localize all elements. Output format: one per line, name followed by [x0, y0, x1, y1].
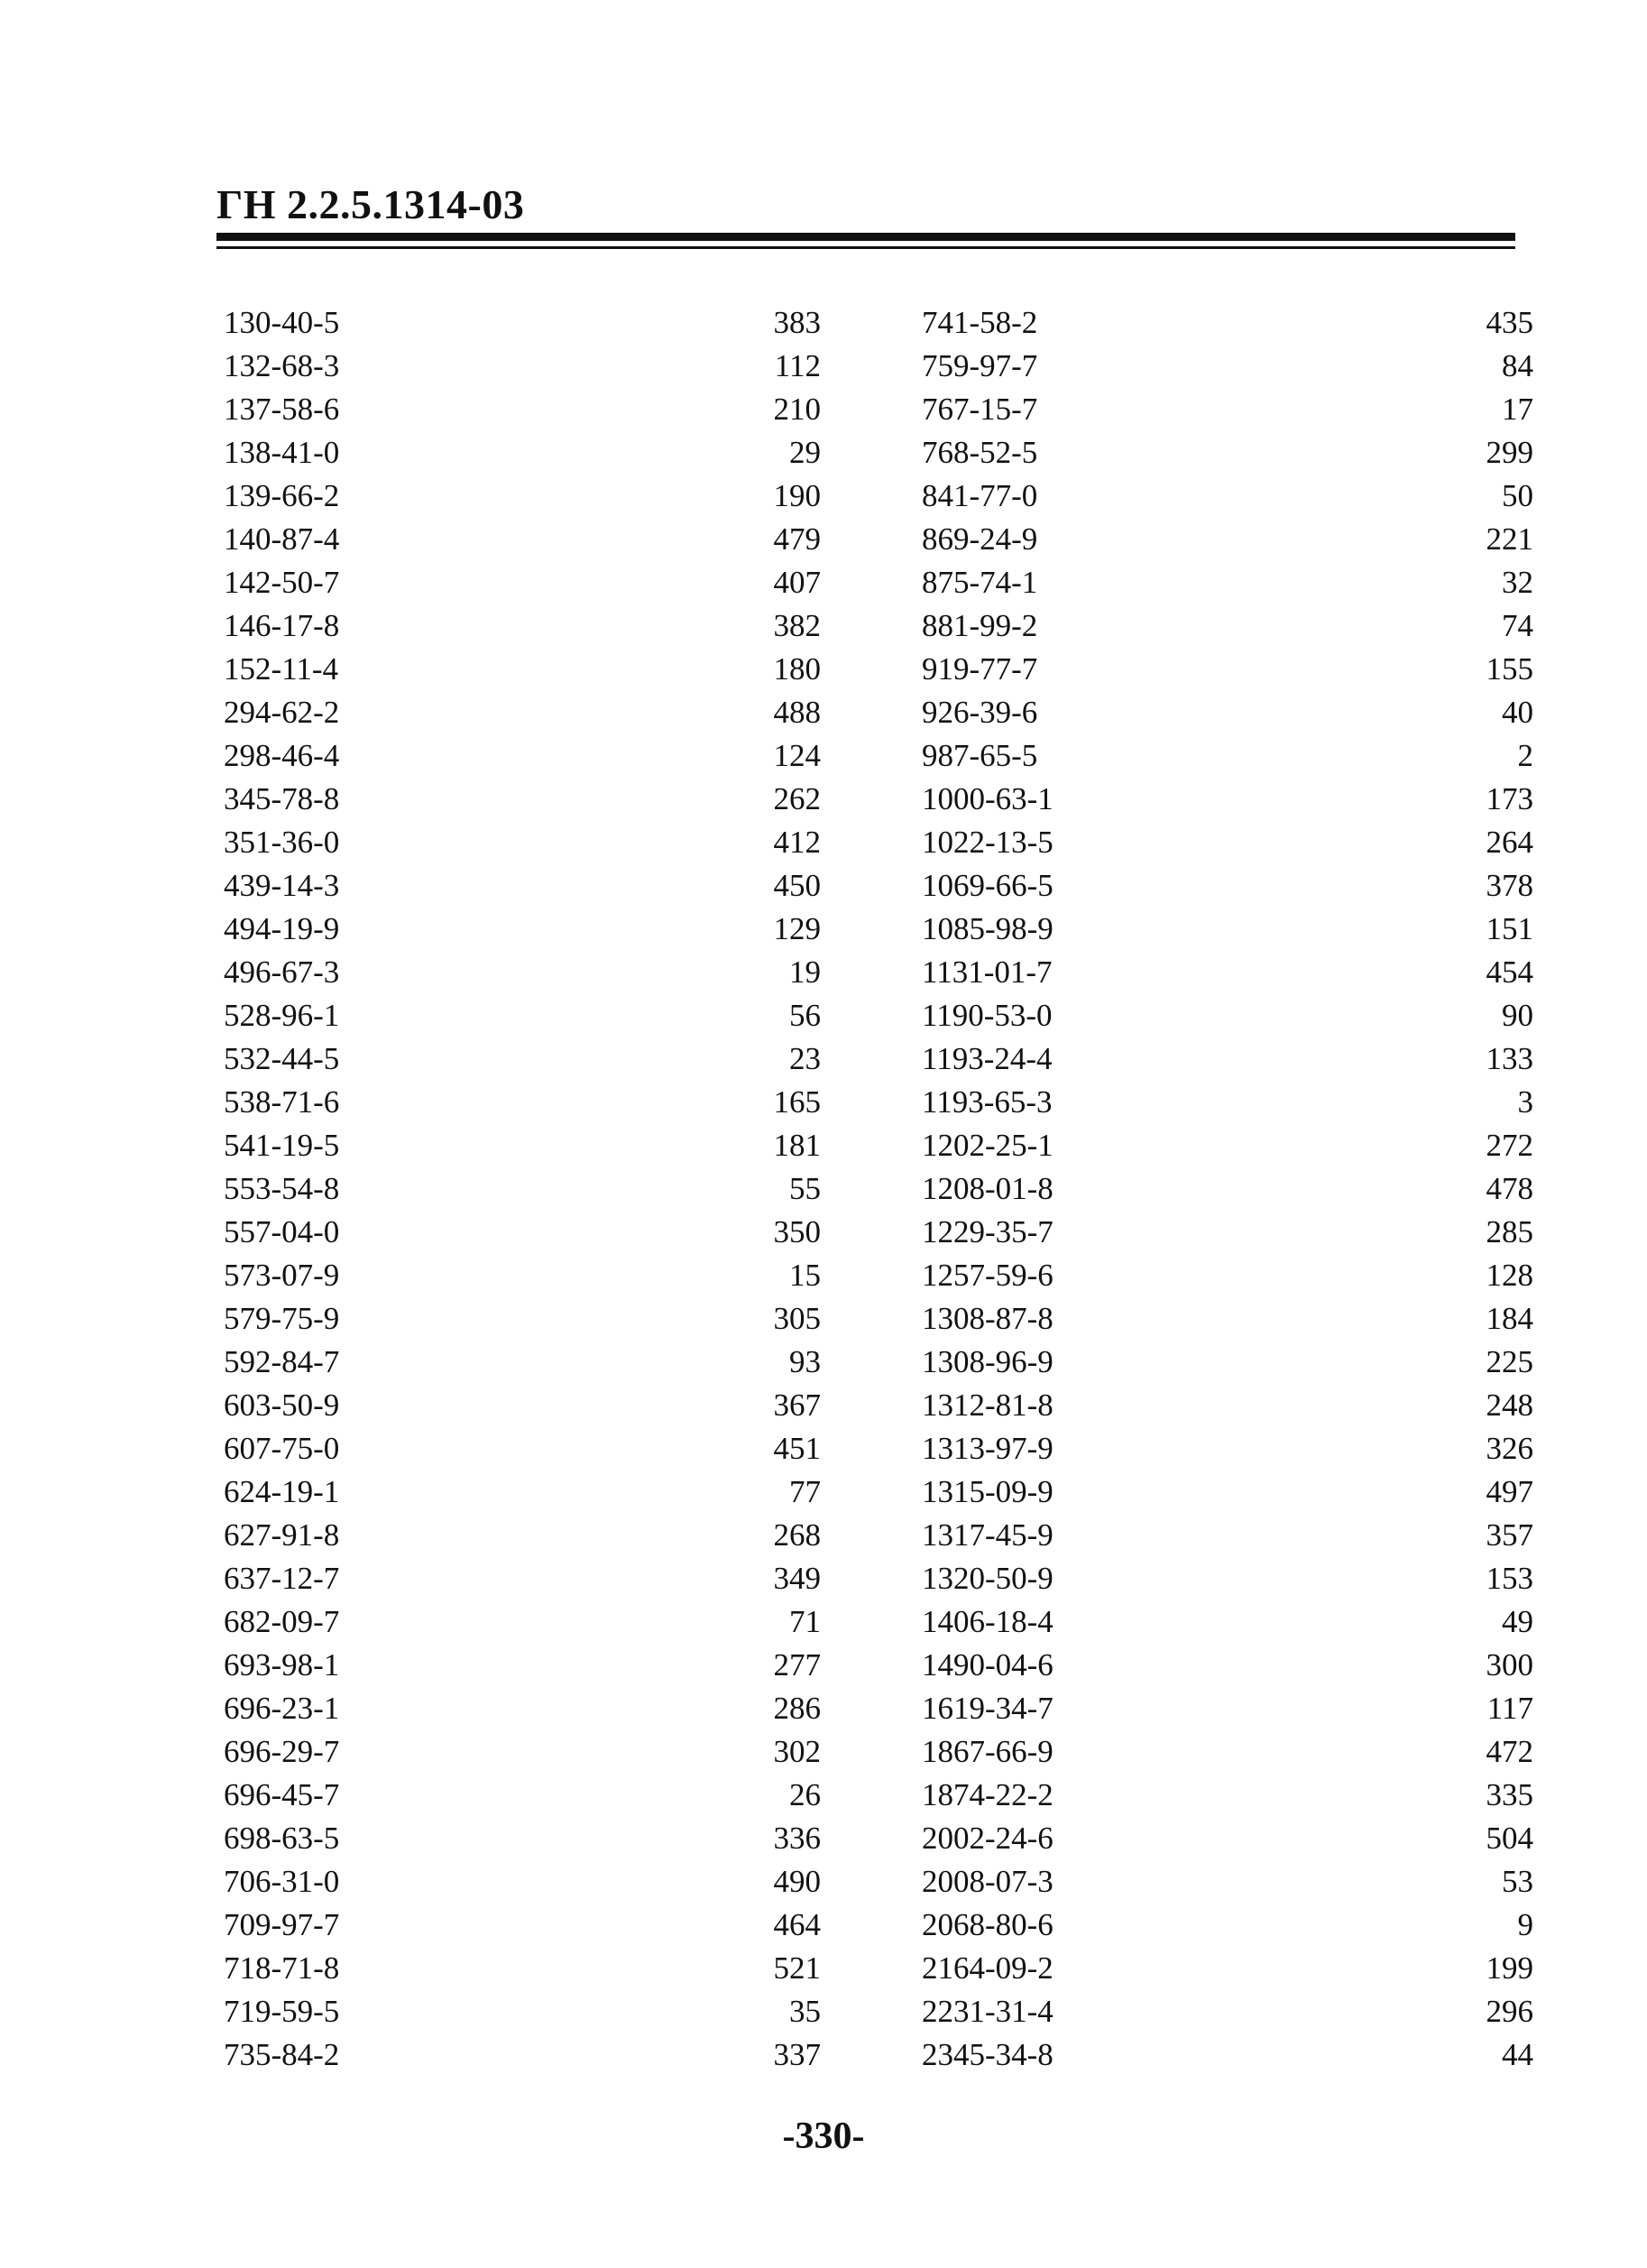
- entry-number: 53: [1502, 1864, 1533, 1899]
- table-row: [224, 1774, 821, 1817]
- cas-number: 1131-01-7: [922, 954, 1053, 990]
- table-row: [922, 1427, 1533, 1471]
- entry-number: 165: [773, 1084, 821, 1120]
- table-row: [224, 1427, 821, 1471]
- table-row: [922, 1124, 1533, 1167]
- table-row: [922, 604, 1533, 648]
- table-row: [224, 1297, 821, 1341]
- table-row: [922, 1687, 1533, 1730]
- table-row: [224, 1211, 821, 1254]
- entry-number: 300: [1486, 1647, 1533, 1683]
- table-row: [922, 475, 1533, 518]
- table-row: [922, 1990, 1533, 2033]
- table-row: [224, 908, 821, 951]
- entry-number: 173: [1486, 781, 1533, 816]
- cas-number: 1202-25-1: [922, 1128, 1054, 1163]
- entry-number: 155: [1486, 651, 1533, 687]
- cas-number: 1317-45-9: [922, 1517, 1054, 1553]
- table-row: [224, 821, 821, 864]
- table-row: [224, 1860, 821, 1904]
- cas-number: 541-19-5: [224, 1128, 340, 1163]
- table-row: [922, 1037, 1533, 1081]
- cas-number: 351-36-0: [224, 825, 340, 860]
- entry-number: 305: [773, 1301, 821, 1336]
- table-row: [224, 1081, 821, 1124]
- table-row: [224, 1644, 821, 1687]
- cas-number: 869-24-9: [922, 521, 1038, 557]
- entry-number: 450: [773, 868, 821, 903]
- entry-number: 55: [789, 1171, 821, 1206]
- cas-number: 298-46-4: [224, 738, 340, 773]
- table-row: [922, 1341, 1533, 1384]
- cas-number: 2068-80-6: [922, 1907, 1054, 1942]
- entry-number: 221: [1486, 521, 1533, 557]
- table-row: [922, 691, 1533, 734]
- table-row: [224, 388, 821, 431]
- cas-number: 2231-31-4: [922, 1994, 1054, 2029]
- entry-number: 451: [773, 1431, 821, 1466]
- entry-number: 378: [1486, 868, 1533, 903]
- cas-number: 1313-97-9: [922, 1431, 1054, 1466]
- cas-number: 2002-24-6: [922, 1821, 1054, 1856]
- entry-number: 335: [1486, 1777, 1533, 1812]
- entry-number: 40: [1502, 695, 1533, 730]
- cas-number: 152-11-4: [224, 651, 339, 687]
- entry-number: 286: [773, 1691, 821, 1726]
- table-row: [922, 908, 1533, 951]
- cas-number: 637-12-7: [224, 1561, 340, 1596]
- document-code-header: ГН 2.2.5.1314-03: [216, 181, 525, 227]
- cas-number: 528-96-1: [224, 998, 340, 1033]
- table-row: [922, 561, 1533, 604]
- cas-number: 682-09-7: [224, 1604, 340, 1639]
- table-row: [922, 1730, 1533, 1774]
- cas-number: 759-97-7: [922, 348, 1038, 383]
- entry-number: 17: [1502, 392, 1533, 427]
- cas-number: 2008-07-3: [922, 1864, 1054, 1899]
- cas-number: 139-66-2: [224, 478, 340, 513]
- table-row: [922, 1167, 1533, 1211]
- left-index-column: [224, 301, 821, 2077]
- cas-number: 1022-13-5: [922, 825, 1054, 860]
- entry-number: 23: [789, 1041, 821, 1076]
- entry-number: 184: [1486, 1301, 1533, 1336]
- table-row: [224, 345, 821, 388]
- cas-number: 146-17-8: [224, 608, 340, 643]
- cas-number: 140-87-4: [224, 521, 340, 557]
- cas-number: 1190-53-0: [922, 998, 1053, 1033]
- cas-number: 1315-09-9: [922, 1474, 1054, 1509]
- entry-number: 479: [773, 521, 821, 557]
- table-row: [922, 734, 1533, 778]
- table-row: [224, 864, 821, 908]
- table-row: [922, 388, 1533, 431]
- cas-number: 1874-22-2: [922, 1777, 1054, 1812]
- entry-number: 350: [773, 1214, 821, 1249]
- cas-number: 130-40-5: [224, 305, 340, 340]
- entry-number: 180: [773, 651, 821, 687]
- cas-number: 1867-66-9: [922, 1734, 1054, 1769]
- cas-number: 1308-96-9: [922, 1344, 1054, 1379]
- table-row: [922, 1860, 1533, 1904]
- cas-number: 2164-09-2: [922, 1950, 1054, 1986]
- entry-number: 264: [1486, 825, 1533, 860]
- cas-number: 1229-35-7: [922, 1214, 1054, 1249]
- right-index-column: [922, 301, 1533, 2077]
- table-row: [224, 1687, 821, 1730]
- cas-number: 1490-04-6: [922, 1647, 1054, 1683]
- entry-number: 299: [1486, 435, 1533, 470]
- cas-number: 607-75-0: [224, 1431, 340, 1466]
- table-row: [922, 518, 1533, 561]
- cas-number: 138-41-0: [224, 435, 340, 470]
- cas-number: 142-50-7: [224, 565, 340, 600]
- cas-number: 1000-63-1: [922, 781, 1054, 816]
- cas-number: 926-39-6: [922, 695, 1038, 730]
- entry-number: 326: [1486, 1431, 1533, 1466]
- cas-number: 881-99-2: [922, 608, 1038, 643]
- entry-number: 15: [789, 1258, 821, 1293]
- table-row: [922, 1557, 1533, 1600]
- cas-number: 573-07-9: [224, 1258, 340, 1293]
- table-row: [922, 345, 1533, 388]
- cas-number: 693-98-1: [224, 1647, 340, 1683]
- table-row: [224, 431, 821, 475]
- entry-number: 497: [1486, 1474, 1533, 1509]
- header-rule-thick: [216, 233, 1515, 241]
- entry-number: 112: [774, 348, 821, 383]
- cas-number: 875-74-1: [922, 565, 1038, 600]
- table-row: [922, 2033, 1533, 2077]
- table-row: [922, 1947, 1533, 1990]
- entry-number: 151: [1486, 911, 1533, 946]
- entry-number: 19: [789, 954, 821, 990]
- table-row: [922, 821, 1533, 864]
- table-row: [224, 778, 821, 821]
- table-row: [224, 1167, 821, 1211]
- table-row: [922, 648, 1533, 691]
- entry-number: 337: [773, 2037, 821, 2072]
- cas-number: 741-58-2: [922, 305, 1038, 340]
- cas-number: 553-54-8: [224, 1171, 340, 1206]
- table-row: [224, 1341, 821, 1384]
- entry-number: 77: [789, 1474, 821, 1509]
- entry-number: 367: [773, 1388, 821, 1423]
- entry-number: 225: [1486, 1344, 1533, 1379]
- table-row: [224, 1904, 821, 1947]
- cas-number: 1320-50-9: [922, 1561, 1054, 1596]
- cas-number: 603-50-9: [224, 1388, 340, 1423]
- cas-number: 1085-98-9: [922, 911, 1054, 946]
- entry-number: 262: [773, 781, 821, 816]
- cas-number: 439-14-3: [224, 868, 340, 903]
- table-row: [224, 1817, 821, 1860]
- table-row: [224, 1600, 821, 1644]
- entry-number: 478: [1486, 1171, 1533, 1206]
- entry-number: 472: [1486, 1734, 1533, 1769]
- entry-number: 153: [1486, 1561, 1533, 1596]
- entry-number: 336: [773, 1821, 821, 1856]
- table-row: [224, 561, 821, 604]
- entry-number: 277: [773, 1647, 821, 1683]
- entry-number: 26: [789, 1777, 821, 1812]
- cas-number: 624-19-1: [224, 1474, 340, 1509]
- cas-number: 2345-34-8: [922, 2037, 1054, 2072]
- table-row: [224, 1254, 821, 1297]
- entry-number: 117: [1486, 1691, 1533, 1726]
- table-row: [224, 691, 821, 734]
- table-row: [224, 1124, 821, 1167]
- entry-number: 199: [1486, 1950, 1533, 1986]
- cas-number: 496-67-3: [224, 954, 340, 990]
- cas-number: 698-63-5: [224, 1821, 340, 1856]
- cas-number: 987-65-5: [922, 738, 1038, 773]
- table-row: [922, 1774, 1533, 1817]
- entry-number: 383: [773, 305, 821, 340]
- table-row: [224, 475, 821, 518]
- table-row: [922, 1471, 1533, 1514]
- table-row: [224, 2033, 821, 2077]
- entry-number: 71: [789, 1604, 821, 1639]
- entry-number: 268: [773, 1517, 821, 1553]
- entry-number: 210: [773, 392, 821, 427]
- cas-number: 1193-24-4: [922, 1041, 1053, 1076]
- table-row: [224, 734, 821, 778]
- entry-number: 504: [1486, 1821, 1533, 1856]
- cas-number: 841-77-0: [922, 478, 1038, 513]
- cas-number: 1619-34-7: [922, 1691, 1054, 1726]
- cas-number: 768-52-5: [922, 435, 1038, 470]
- entry-number: 454: [1486, 954, 1533, 990]
- entry-number: 49: [1502, 1604, 1533, 1639]
- table-row: [224, 1037, 821, 1081]
- table-row: [224, 1990, 821, 2033]
- cas-number: 696-45-7: [224, 1777, 340, 1812]
- entry-number: 9: [1517, 1907, 1533, 1942]
- entry-number: 129: [773, 911, 821, 946]
- cas-number: 532-44-5: [224, 1041, 340, 1076]
- cas-number: 696-23-1: [224, 1691, 340, 1726]
- cas-number: 294-62-2: [224, 695, 340, 730]
- table-row: [224, 1730, 821, 1774]
- cas-number: 1308-87-8: [922, 1301, 1054, 1336]
- entry-number: 35: [789, 1994, 821, 2029]
- cas-number: 1406-18-4: [922, 1604, 1054, 1639]
- table-row: [224, 518, 821, 561]
- table-row: [922, 301, 1533, 345]
- table-row: [224, 994, 821, 1037]
- entry-number: 435: [1486, 305, 1533, 340]
- entry-number: 382: [773, 608, 821, 643]
- cas-number: 592-84-7: [224, 1344, 340, 1379]
- table-row: [922, 1211, 1533, 1254]
- table-row: [922, 1600, 1533, 1644]
- entry-number: 84: [1502, 348, 1533, 383]
- entry-number: 248: [1486, 1388, 1533, 1423]
- cas-number: 132-68-3: [224, 348, 340, 383]
- entry-number: 90: [1502, 998, 1533, 1033]
- cas-number: 1193-65-3: [922, 1084, 1053, 1120]
- entry-number: 490: [773, 1864, 821, 1899]
- cas-number: 1069-66-5: [922, 868, 1054, 903]
- table-row: [922, 1081, 1533, 1124]
- table-row: [922, 431, 1533, 475]
- table-row: [224, 1947, 821, 1990]
- table-row: [922, 864, 1533, 908]
- cas-number: 494-19-9: [224, 911, 340, 946]
- header-rule-thin: [216, 246, 1515, 249]
- cas-number: 137-58-6: [224, 392, 340, 427]
- table-row: [224, 1384, 821, 1427]
- table-row: [224, 1514, 821, 1557]
- entry-number: 93: [789, 1344, 821, 1379]
- table-row: [224, 1557, 821, 1600]
- entry-number: 412: [773, 825, 821, 860]
- entry-number: 2: [1517, 738, 1533, 773]
- table-row: [922, 1254, 1533, 1297]
- entry-number: 407: [773, 565, 821, 600]
- cas-number: 735-84-2: [224, 2037, 340, 2072]
- entry-number: 128: [1486, 1258, 1533, 1293]
- entry-number: 464: [773, 1907, 821, 1942]
- table-row: [922, 1817, 1533, 1860]
- entry-number: 296: [1486, 1994, 1533, 2029]
- cas-number: 719-59-5: [224, 1994, 340, 2029]
- table-row: [922, 1904, 1533, 1947]
- entry-number: 488: [773, 695, 821, 730]
- page-number: -330-: [782, 2116, 865, 2157]
- table-row: [922, 1514, 1533, 1557]
- cas-number: 1208-01-8: [922, 1171, 1054, 1206]
- entry-number: 357: [1486, 1517, 1533, 1553]
- cas-number: 706-31-0: [224, 1864, 340, 1899]
- entry-number: 302: [773, 1734, 821, 1769]
- table-row: [224, 648, 821, 691]
- table-row: [224, 604, 821, 648]
- entry-number: 74: [1502, 608, 1533, 643]
- cas-number: 718-71-8: [224, 1950, 340, 1986]
- cas-number: 538-71-6: [224, 1084, 340, 1120]
- cas-number: 1312-81-8: [922, 1388, 1054, 1423]
- table-row: [922, 778, 1533, 821]
- cas-number: 1257-59-6: [922, 1258, 1054, 1293]
- table-row: [922, 994, 1533, 1037]
- table-row: [922, 1297, 1533, 1341]
- table-row: [224, 1471, 821, 1514]
- entry-number: 3: [1517, 1084, 1533, 1120]
- entry-number: 190: [773, 478, 821, 513]
- cas-number: 767-15-7: [922, 392, 1038, 427]
- cas-number: 696-29-7: [224, 1734, 340, 1769]
- cas-number: 579-75-9: [224, 1301, 340, 1336]
- entry-number: 56: [789, 998, 821, 1033]
- cas-number: 919-77-7: [922, 651, 1038, 687]
- cas-number: 627-91-8: [224, 1517, 340, 1553]
- entry-number: 32: [1502, 565, 1533, 600]
- entry-number: 124: [773, 738, 821, 773]
- cas-number: 709-97-7: [224, 1907, 340, 1942]
- table-row: [922, 1384, 1533, 1427]
- table-row: [224, 951, 821, 994]
- entry-number: 29: [789, 435, 821, 470]
- cas-number: 557-04-0: [224, 1214, 340, 1249]
- table-row: [922, 951, 1533, 994]
- entry-number: 181: [773, 1128, 821, 1163]
- cas-number: 345-78-8: [224, 781, 340, 816]
- entry-number: 133: [1486, 1041, 1533, 1076]
- entry-number: 272: [1486, 1128, 1533, 1163]
- entry-number: 50: [1502, 478, 1533, 513]
- table-row: [224, 301, 821, 345]
- table-row: [922, 1644, 1533, 1687]
- entry-number: 285: [1486, 1214, 1533, 1249]
- entry-number: 349: [773, 1561, 821, 1596]
- entry-number: 44: [1502, 2037, 1533, 2072]
- entry-number: 521: [773, 1950, 821, 1986]
